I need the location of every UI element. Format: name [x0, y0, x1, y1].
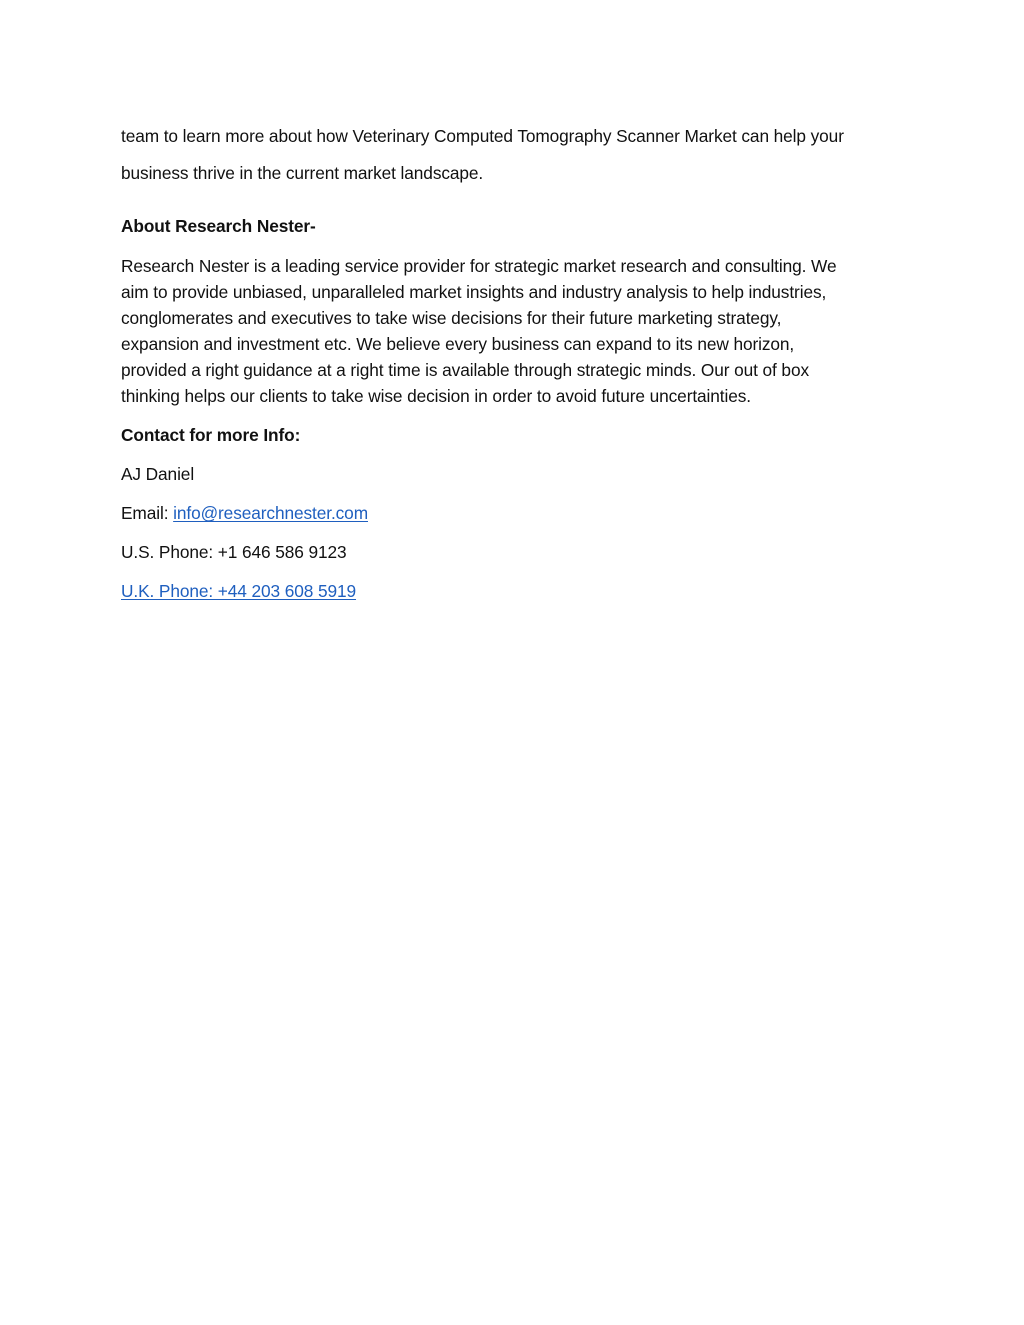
about-line-3: conglomerates and executives to take wise decisions for their future marketing strategy,: [121, 308, 782, 328]
about-paragraph: [121, 253, 911, 409]
us-phone: U.S. Phone: +1 646 586 9123: [121, 542, 347, 562]
email-label: Email:: [121, 503, 174, 523]
email-link[interactable]: info@researchnester.com: [173, 503, 368, 523]
contact-heading: Contact for more Info:: [121, 425, 301, 445]
intro-line-2: business thrive in the current market landscape.: [121, 163, 484, 183]
about-heading: About Research Nester-: [121, 216, 316, 236]
about-line-1: Research Nester is a leading service provider for strategic market research and consulting. We: [121, 256, 837, 276]
document-content: [121, 118, 911, 604]
uk-phone-line: [121, 578, 911, 604]
about-line-5: provided a right guidance at a right time is available through strategic minds. Our out of box: [121, 360, 809, 380]
about-line-6: thinking helps our clients to take wise decision in order to avoid future uncertainties.: [121, 386, 751, 406]
about-line-2: aim to provide unbiased, unparalleled market insights and industry analysis to help industries,: [121, 282, 827, 302]
contact-name: AJ Daniel: [121, 464, 195, 484]
uk-phone-link[interactable]: U.K. Phone: +44 203 608 5919: [121, 581, 357, 601]
about-line-4: expansion and investment etc. We believe every business can expand to its new horizon,: [121, 334, 795, 354]
email-line: [121, 500, 911, 526]
intro-line-1: team to learn more about how Veterinary Computed Tomography Scanner Market can help your: [121, 126, 844, 146]
